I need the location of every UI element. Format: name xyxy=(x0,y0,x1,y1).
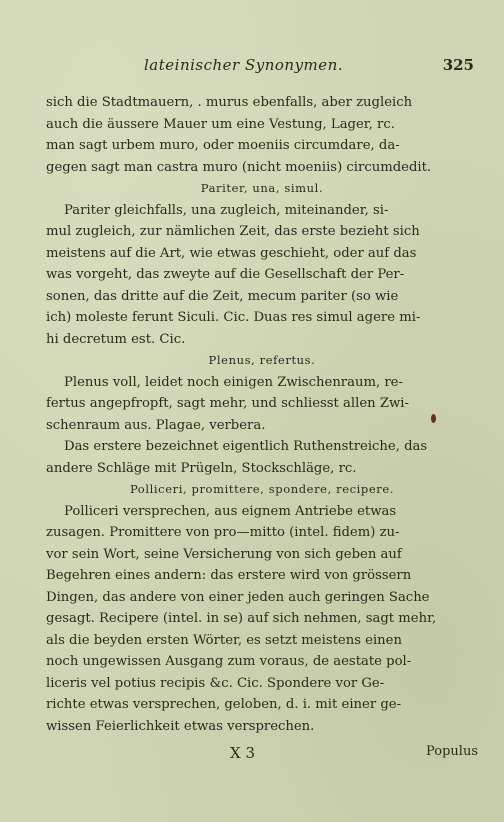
page-header xyxy=(40,56,480,80)
text-line: Begehren eines andern: das erstere wird von grössern xyxy=(46,568,412,583)
text-line: liceris vel potius recipis &c. Cic. Spondere vor Ge- xyxy=(46,675,385,691)
page-number: 325 xyxy=(442,56,474,74)
text-line: mul zugleich, zur nämlichen Zeit, das erste bezieht sich xyxy=(46,224,420,239)
text-line: Das erstere bezeichnet eigentlich Ruthenstreiche, das xyxy=(64,439,428,454)
page-footer xyxy=(46,744,478,766)
text-line: Dingen, das andere von einer jeden auch geringen Sache xyxy=(46,589,430,605)
entry-heading: Pariter, una, simul. xyxy=(200,181,324,195)
text-line: gegen sagt man castra muro (nicht moeniis) circumdedit. xyxy=(46,159,432,175)
text-line: schenraum aus. Plagae, verbera. xyxy=(46,417,266,433)
text-line: meistens auf die Art, wie etwas geschieht, oder auf das xyxy=(46,245,417,261)
text-line: sonen, das dritte auf die Zeit, mecum pariter (so wie xyxy=(46,288,399,304)
text-line: wissen Feierlichkeit etwas versprechen. xyxy=(46,718,315,734)
text-line: fertus angepfropft, sagt mehr, und schliesst allen Zwi- xyxy=(46,396,409,411)
entry-heading: Polliceri, promittere, spondere, recipere. xyxy=(129,482,395,496)
text-line: gesagt. Recipere (intel. in se) auf sich nehmen, sagt mehr, xyxy=(46,611,437,626)
text-line: sich die Stadtmauern, . murus ebenfalls, aber zugleich xyxy=(46,95,413,110)
text-line: andere Schläge mit Prügeln, Stockschläge, rc. xyxy=(46,460,357,476)
text-line: Pariter gleichfalls, una zugleich, miteinander, si- xyxy=(64,202,389,218)
text-line: Plenus voll, leidet noch einigen Zwischenraum, re- xyxy=(64,374,403,390)
text-line: auch die äussere Mauer um eine Vestung, Lager, rc. xyxy=(46,116,395,132)
signature-mark: X 3 xyxy=(230,744,255,762)
body-text xyxy=(46,92,478,737)
text-line: vor sein Wort, seine Versicherung von sich geben auf xyxy=(46,546,402,562)
ink-speck xyxy=(431,414,436,423)
text-line: als die beyden ersten Wörter, es setzt meistens einen xyxy=(46,632,402,648)
running-head: lateinischer Synonymen. xyxy=(144,56,344,74)
text-line: richte etwas versprechen, geloben, d. i. mit einer ge- xyxy=(46,697,402,712)
text-line: was vorgeht, das zweyte auf die Gesellschaft der Per- xyxy=(46,267,405,282)
text-line: hi decretum est. Cic. xyxy=(46,331,186,347)
entry-heading: Plenus, refertus. xyxy=(208,353,316,367)
catchword: Populus xyxy=(426,744,478,759)
text-line: Polliceri versprechen, aus eignem Antriebe etwas xyxy=(64,503,397,519)
text-line: zusagen. Promittere von pro—mitto (intel. fidem) zu- xyxy=(46,525,400,540)
text-line: man sagt urbem muro, oder moeniis circumdare, da- xyxy=(46,138,400,153)
text-line: noch ungewissen Ausgang zum voraus, de aestate pol- xyxy=(46,654,412,669)
text-line: ich) moleste ferunt Siculi. Cic. Duas res simul agere mi- xyxy=(46,310,421,325)
